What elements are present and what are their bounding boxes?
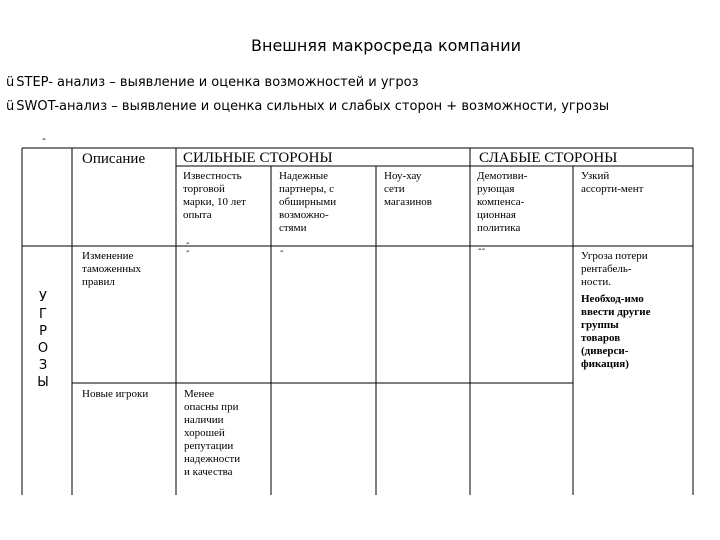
- header-description: Описание: [82, 151, 146, 167]
- page-title: Внешняя макросреда компании: [251, 36, 521, 55]
- cell-mark: --: [478, 244, 486, 255]
- row-description: Изменение таможенных правил: [82, 250, 142, 288]
- bullet-term: SWOT-анализ –: [16, 99, 122, 114]
- cell-mark: -: [186, 246, 190, 257]
- strength-cell: Известность торговой марки, 10 лет опыта: [183, 170, 246, 221]
- check-icon: ü: [6, 75, 15, 90]
- strength-cell: Надежные партнеры, с обширными возможно- стями: [279, 170, 337, 234]
- threats-label: У Г Р О З Ы: [37, 290, 49, 390]
- header-strengths: СИЛЬНЫЕ СТОРОНЫ: [183, 150, 333, 166]
- weakness-cell: Демотиви- рующая компенса- ционная политика: [477, 170, 528, 234]
- bullet-swot: [6, 99, 609, 114]
- bullet-term: STEP- анализ –: [16, 75, 120, 90]
- weakness-cell: Узкий ассорти-мент: [581, 170, 644, 195]
- cell-mark: -: [186, 238, 190, 249]
- threat-action: Необход-имо ввести другие группы товаров (диверси- фикация): [581, 293, 651, 370]
- stray-dash: -: [42, 132, 46, 145]
- row-description: Новые игроки: [82, 388, 149, 400]
- strength-cell: Ноу-хау сети магазинов: [384, 170, 432, 208]
- bullet-text: выявление и оценка возможностей и угроз: [119, 75, 419, 90]
- threat-note: Угроза потери рентабель- ности.: [581, 250, 648, 288]
- header-weaknesses: СЛАБЫЕ СТОРОНЫ: [479, 150, 618, 166]
- bullet-step: [6, 75, 419, 90]
- bullet-text: выявление и оценка сильных и слабых сторон + возможности, угрозы: [121, 99, 610, 114]
- check-icon: ü: [6, 99, 15, 114]
- cell-mark: -: [280, 246, 284, 257]
- threat-strength-cell: Менее опасны при наличии хорошей репутации надежности и качества: [184, 388, 241, 478]
